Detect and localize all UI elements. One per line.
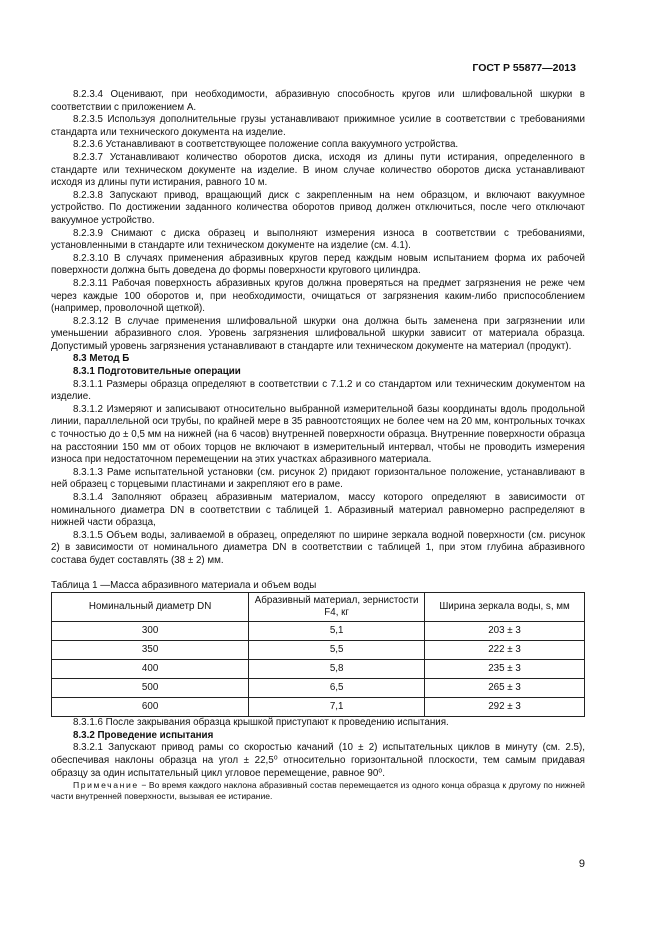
- clause-8-2-3-12: 8.2.3.12 В случае применения шлифовальной шкурки она должна быть заменена при загрязнении или уменьшении абразивного слоя. Уровень загрязнения шлифовальной шкурки зависит от материала образца. Допустимый уровень загрязнения устанавливают в стандарте или техническом документе на материал (продукт).: [51, 315, 585, 352]
- clause-8-3-1-3: 8.3.1.3 Раме испытательной установки (см. рисунок 2) придают горизонтальное положение, устанавливают в ней образец с торцевыми пластинами и закрепляют его в раме.: [51, 466, 585, 491]
- table-cell: 300: [52, 622, 249, 641]
- table-1: [51, 592, 585, 717]
- note-text: − Во время каждого наклона абразивный состав перемещается из одного конца образца к другому по нижней части внутренней поверхности, вызывая ее истирание.: [51, 780, 585, 802]
- section-heading-8-3: 8.3 Метод Б: [73, 353, 130, 365]
- table-cell: 5,8: [249, 660, 425, 679]
- document-header: ГОСТ Р 55877—2013: [472, 62, 576, 74]
- clause-8-3-1-1: 8.3.1.1 Размеры образца определяют в соответствии с 7.1.2 и со стандартом или техническим документом на изделие.: [51, 378, 585, 403]
- table-cell: 5,1: [249, 622, 425, 641]
- table-cell: 203 ± 3: [425, 622, 585, 641]
- table-cell: 235 ± 3: [425, 660, 585, 679]
- table-cell: 5,5: [249, 641, 425, 660]
- table-row: [52, 698, 585, 717]
- page-content: [51, 89, 585, 802]
- table-row: [52, 641, 585, 660]
- table-row: [52, 622, 585, 641]
- section-heading-8-3-1: 8.3.1 Подготовительные операции: [73, 366, 241, 378]
- table-caption: Таблица 1 —Масса абразивного материала и объем воды: [51, 579, 317, 591]
- table-cell: 7,1: [249, 698, 425, 717]
- page-number: 9: [578, 858, 585, 870]
- table-cell: 400: [52, 660, 249, 679]
- clause-8-2-3-11: 8.2.3.11 Рабочая поверхность абразивных кругов должна проверяться на предмет загрязнения не реже чем через каждые 100 оборотов и, при необходимости, очищаться от загрязнения каким-либо приспособлением (например, проволочной щеткой).: [51, 277, 585, 315]
- table-header-cell: Абразивный материал, зернистости F4, кг: [249, 593, 425, 622]
- table-cell: 292 ± 3: [425, 698, 585, 717]
- clause-8-2-3-10: 8.2.3.10 В случаях применения абразивных кругов перед каждым новым испытанием форма их рабочей поверхности должна быть доведена до формы поверхности кругового цилиндра.: [51, 252, 585, 277]
- table-cell: 600: [52, 698, 249, 717]
- clause-8-2-3-9: 8.2.3.9 Снимают с диска образец и выполняют измерения износа в соответствии с требованиями, установленными в стандарте или техническом документе на изделие (см. 4.1).: [51, 227, 585, 252]
- table-row: [52, 660, 585, 679]
- clause-8-3-1-2: 8.3.1.2 Измеряют и записывают относительно выбранной измерительной базы координаты вдоль продольной линии, параллельной оси трубы, по крайней мере в 35 равноотстоящих не более чем на 20 мм, контрольных точках с точностью до ± 0,5 мм на нижней (на 6 часов) внутренней поверхности образца. Внутренние поверхности образца на расстоянии 150 мм от обоих торцов не включают в измерительный интервал, чтобы не проводить измерения износа при недостаточном перемещении на этих участках абразивного материала.: [51, 403, 585, 466]
- clause-8-2-3-5: 8.2.3.5 Используя дополнительные грузы устанавливают прижимное усилие в соответствии с требованиями стандарта или технического документа на изделие.: [51, 114, 585, 138]
- table-header-row: [52, 593, 585, 622]
- table-cell: 6,5: [249, 679, 425, 698]
- note-label: Примечание: [73, 780, 139, 791]
- table-row: [52, 679, 585, 698]
- clause-8-2-3-6: 8.2.3.6 Устанавливают в соответствующее положение сопла вакуумного устройства.: [73, 139, 459, 151]
- clause-8-2-3-8: 8.2.3.8 Запускают привод, вращающий диск с закрепленным на нем образцом, и включают вакуумное устройство. По достижении заданного количества оборотов привод должен отключиться, после чего отключают вакуумное устройство.: [51, 189, 585, 226]
- clause-8-3-1-4: 8.3.1.4 Заполняют образец абразивным материалом, массу которого определяют в зависимости от номинального диаметра DN в соответствии с таблицей 1. Абразивный материал равномерно распределяют в нижней части образца,: [51, 492, 585, 529]
- clause-8-2-3-4: 8.2.3.4 Оценивают, при необходимости, абразивную способность кругов или шлифовальной шкурки в соответствии с приложением А.: [51, 89, 585, 113]
- clause-8-3-1-6: 8.3.1.6 После закрывания образца крышкой приступают к проведению испытания.: [73, 717, 449, 729]
- table-cell: 350: [52, 641, 249, 660]
- table-cell: 265 ± 3: [425, 679, 585, 698]
- table-cell: 222 ± 3: [425, 641, 585, 660]
- clause-8-3-2-1: 8.3.2.1 Запускают привод рамы со скоростью качаний (10 ± 2) испытательных циклов в минуту (см. 2.5), обеспечивая наклоны образца на угол ± 22,5⁰ относительно горизонтальной плоскости, тем самым придавая образцу за один испытательный цикл угловое перемещение, равное 90⁰.: [51, 742, 585, 779]
- note: [51, 780, 585, 802]
- clause-8-2-3-7: 8.2.3.7 Устанавливают количество оборотов диска, исходя из длины пути истирания, определенного в стандарте или техническом документе на изделие. В ином случае количество оборотов диска устанавливают исходя из длины пути истирания, равного 10 м.: [51, 151, 585, 189]
- clause-8-3-1-5: 8.3.1.5 Объем воды, заливаемой в образец, определяют по ширине зеркала водной поверхности (см. рисунок 2) в зависимости от номинального диаметра DN в соответствии с таблицей 1, при этом глубина абразивного состава будет составлять (38 ± 2) мм.: [51, 529, 585, 566]
- table-cell: 500: [52, 679, 249, 698]
- table-header-cell: Ширина зеркала воды, s, мм: [425, 593, 585, 622]
- section-heading-8-3-2: 8.3.2 Проведение испытания: [73, 729, 214, 741]
- table-header-cell: Номинальный диаметр DN: [52, 593, 249, 622]
